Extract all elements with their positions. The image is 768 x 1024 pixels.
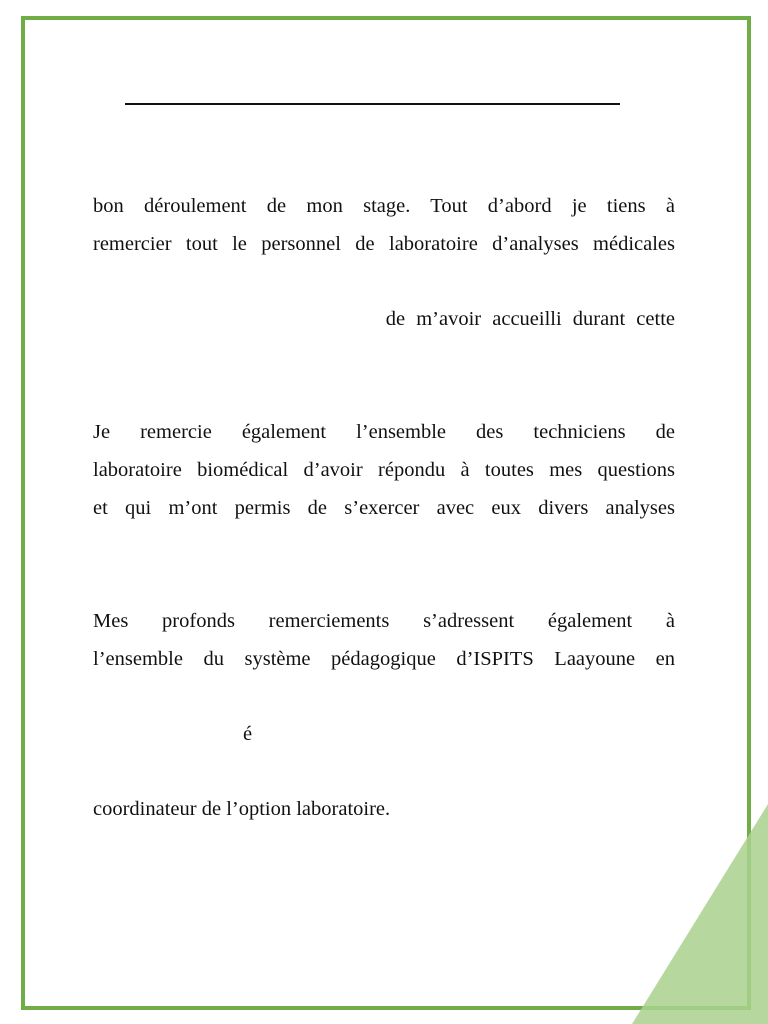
paragraph-1-line-2: remercier tout le personnel de laboratoire d’analyses médicales: [93, 233, 675, 255]
paragraph-2-line-2: laboratoire biomédical d’avoir répondu à toutes mes questions: [93, 459, 675, 481]
paragraph-3-fragment: é: [243, 723, 253, 745]
heading-underline: [125, 103, 620, 105]
paragraph-3-line-2: l’ensemble du système pédagogique d’ISPITS Laayoune en: [93, 648, 675, 670]
paragraph-2-line-1: Je remercie également l’ensemble des techniciens de: [93, 421, 675, 443]
paragraph-3-line-1: Mes profonds remerciements s’adressent également à: [93, 610, 675, 632]
paragraph-2-line-3: et qui m’ont permis de s’exercer avec eux divers analyses: [93, 497, 675, 519]
paragraph-1-line-1: bon déroulement de mon stage. Tout d’abord je tiens à: [93, 195, 675, 217]
paragraph-3-line-4: coordinateur de l’option laboratoire.: [93, 798, 391, 820]
paragraph-1-line-3-text: de m’avoir accueilli durant cette: [385, 308, 675, 330]
paragraph-1-line-3: [93, 307, 675, 331]
